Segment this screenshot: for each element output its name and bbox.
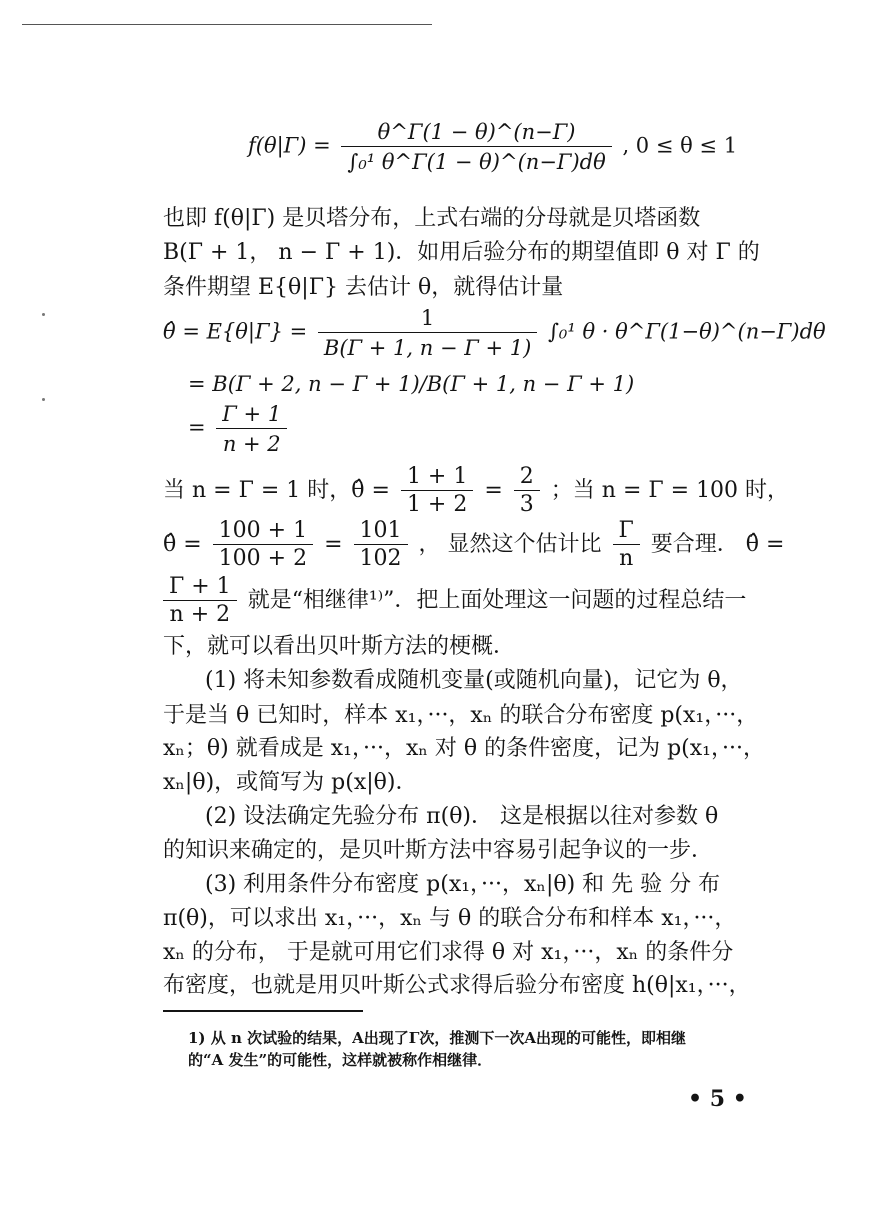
fraction-numerator: Γ bbox=[613, 520, 640, 545]
text-line: 于是当 θ 已知时，样本 x₁，···，xₙ 的联合分布密度 p(x₁，···， bbox=[163, 703, 759, 728]
text-line: 布密度，也就是用贝叶斯公式求得后验分布密度 h(θ|x₁，···， bbox=[163, 973, 751, 998]
text-segment: 就是“相继律¹⁾”．把上面处理这一问题的过程总结一 bbox=[247, 588, 747, 613]
footnote-line: 的“A 发生”的可能性，这样就被称作相继律． bbox=[188, 1051, 493, 1069]
fraction-numerator: 1 bbox=[318, 306, 537, 333]
fraction-numerator: θ^Γ(1 − θ)^(n−Γ) bbox=[341, 120, 611, 147]
inline-fraction bbox=[613, 520, 640, 570]
inline-fraction bbox=[401, 466, 473, 516]
text-line: 下，就可以看出贝叶斯方法的梗概． bbox=[163, 634, 516, 659]
text-line: xₙ 的分布， 于是就可用它们求得 θ 对 x₁，···，xₙ 的条件分 bbox=[163, 940, 734, 965]
text-line: (1) 将未知参数看成随机变量(或随机向量)，记它为 θ， bbox=[205, 668, 743, 693]
scan-speck bbox=[42, 313, 45, 316]
footnote-line: 1) 从 n 次试验的结果，A出现了Γ次，推测下一次A出现的可能性，即相继 bbox=[188, 1029, 687, 1047]
fraction-numerator: Γ + 1 bbox=[163, 576, 237, 601]
inline-fraction bbox=[163, 576, 237, 626]
text-segment: 要合理． θ̂ = bbox=[650, 532, 785, 557]
equation-lhs: θ̂ = E{θ|Γ} = bbox=[163, 319, 308, 344]
fraction-denominator: 100 + 2 bbox=[218, 546, 308, 571]
text-line-with-fractions bbox=[163, 518, 785, 571]
equation-estimator bbox=[163, 306, 826, 360]
equation-range: , 0 ≤ θ ≤ 1 bbox=[622, 133, 738, 158]
text-line: xₙ|θ)，或简写为 p(x|θ)． bbox=[163, 770, 418, 795]
text-line: B(Γ + 1， n − Γ + 1)．如用后验分布的期望值即 θ 对 Γ 的 bbox=[163, 240, 760, 265]
fraction-numerator: 1 + 1 bbox=[401, 466, 473, 491]
fraction-denominator: 102 bbox=[359, 546, 402, 571]
text-line: 条件期望 E{θ|Γ} 去估计 θ，就得估计量 bbox=[163, 275, 564, 300]
equation-equals: = bbox=[188, 415, 206, 440]
text-line-with-fractions bbox=[163, 576, 775, 626]
fraction-denominator: 3 bbox=[519, 492, 534, 517]
scan-speck bbox=[42, 398, 45, 401]
equation-beta-ratio bbox=[188, 372, 634, 396]
fraction-numerator: 100 + 1 bbox=[213, 520, 313, 545]
page-number: • 5 • bbox=[688, 1086, 747, 1112]
text-segment: 当 n = Γ = 1 时，θ̂ = bbox=[163, 478, 390, 503]
equation-lhs: f(θ|Γ) = bbox=[248, 133, 331, 158]
fraction-denominator: n + 2 bbox=[222, 432, 281, 456]
text-line-with-fractions bbox=[163, 464, 790, 517]
fraction-numerator: 101 bbox=[354, 520, 408, 545]
text-line: xₙ；θ) 就看成是 x₁，···，xₙ 对 θ 的条件密度，记为 p(x₁，···， bbox=[163, 736, 765, 761]
equation-fraction bbox=[341, 120, 611, 174]
equation-result bbox=[188, 402, 291, 456]
text-line: π(θ)，可以求出 x₁，···，xₙ 与 θ 的联合分布和样本 x₁，···， bbox=[163, 906, 737, 931]
fraction-denominator: n bbox=[619, 546, 634, 571]
text-line: (2) 设法确定先验分布 π(θ)． 这是根据以往对参数 θ bbox=[205, 804, 719, 829]
text-line: 的知识来确定的，是贝叶斯方法中容易引起争议的一步． bbox=[163, 838, 714, 863]
fraction-denominator: n + 2 bbox=[169, 602, 231, 627]
fraction-numerator: 2 bbox=[514, 466, 540, 491]
inline-fraction bbox=[354, 520, 408, 570]
inline-fraction bbox=[514, 466, 540, 516]
equation-fraction bbox=[318, 306, 537, 360]
equation-fraction bbox=[216, 402, 287, 456]
fraction-denominator: ∫₀¹ θ^Γ(1 − θ)^(n−Γ)dθ bbox=[347, 150, 606, 174]
text-segment: = bbox=[324, 532, 343, 557]
inline-fraction bbox=[213, 520, 313, 570]
equation-integral: ∫₀¹ θ · θ^Γ(1−θ)^(n−Γ)dθ bbox=[547, 319, 826, 344]
text-segment: θ̂ = bbox=[163, 532, 202, 557]
text-segment: ；当 n = Γ = 100 时， bbox=[550, 478, 790, 503]
text-segment: ， 显然这个估计比 bbox=[418, 532, 602, 557]
fraction-denominator: 1 + 2 bbox=[406, 492, 468, 517]
equation-body: = B(Γ + 2, n − Γ + 1)/B(Γ + 1, n − Γ + 1) bbox=[188, 372, 635, 396]
text-line: (3) 利用条件分布密度 p(x₁，···，xₙ|θ) 和 先 验 分 布 bbox=[205, 872, 721, 897]
text-segment: = bbox=[484, 478, 503, 503]
footnote-rule bbox=[163, 1010, 363, 1012]
fraction-numerator: Γ + 1 bbox=[216, 402, 287, 429]
equation-posterior-density bbox=[248, 120, 737, 174]
top-rule bbox=[22, 24, 432, 25]
text-line: 也即 f(θ|Γ) 是贝塔分布，上式右端的分母就是贝塔函数 bbox=[163, 206, 701, 231]
fraction-denominator: B(Γ + 1, n − Γ + 1) bbox=[323, 336, 532, 360]
